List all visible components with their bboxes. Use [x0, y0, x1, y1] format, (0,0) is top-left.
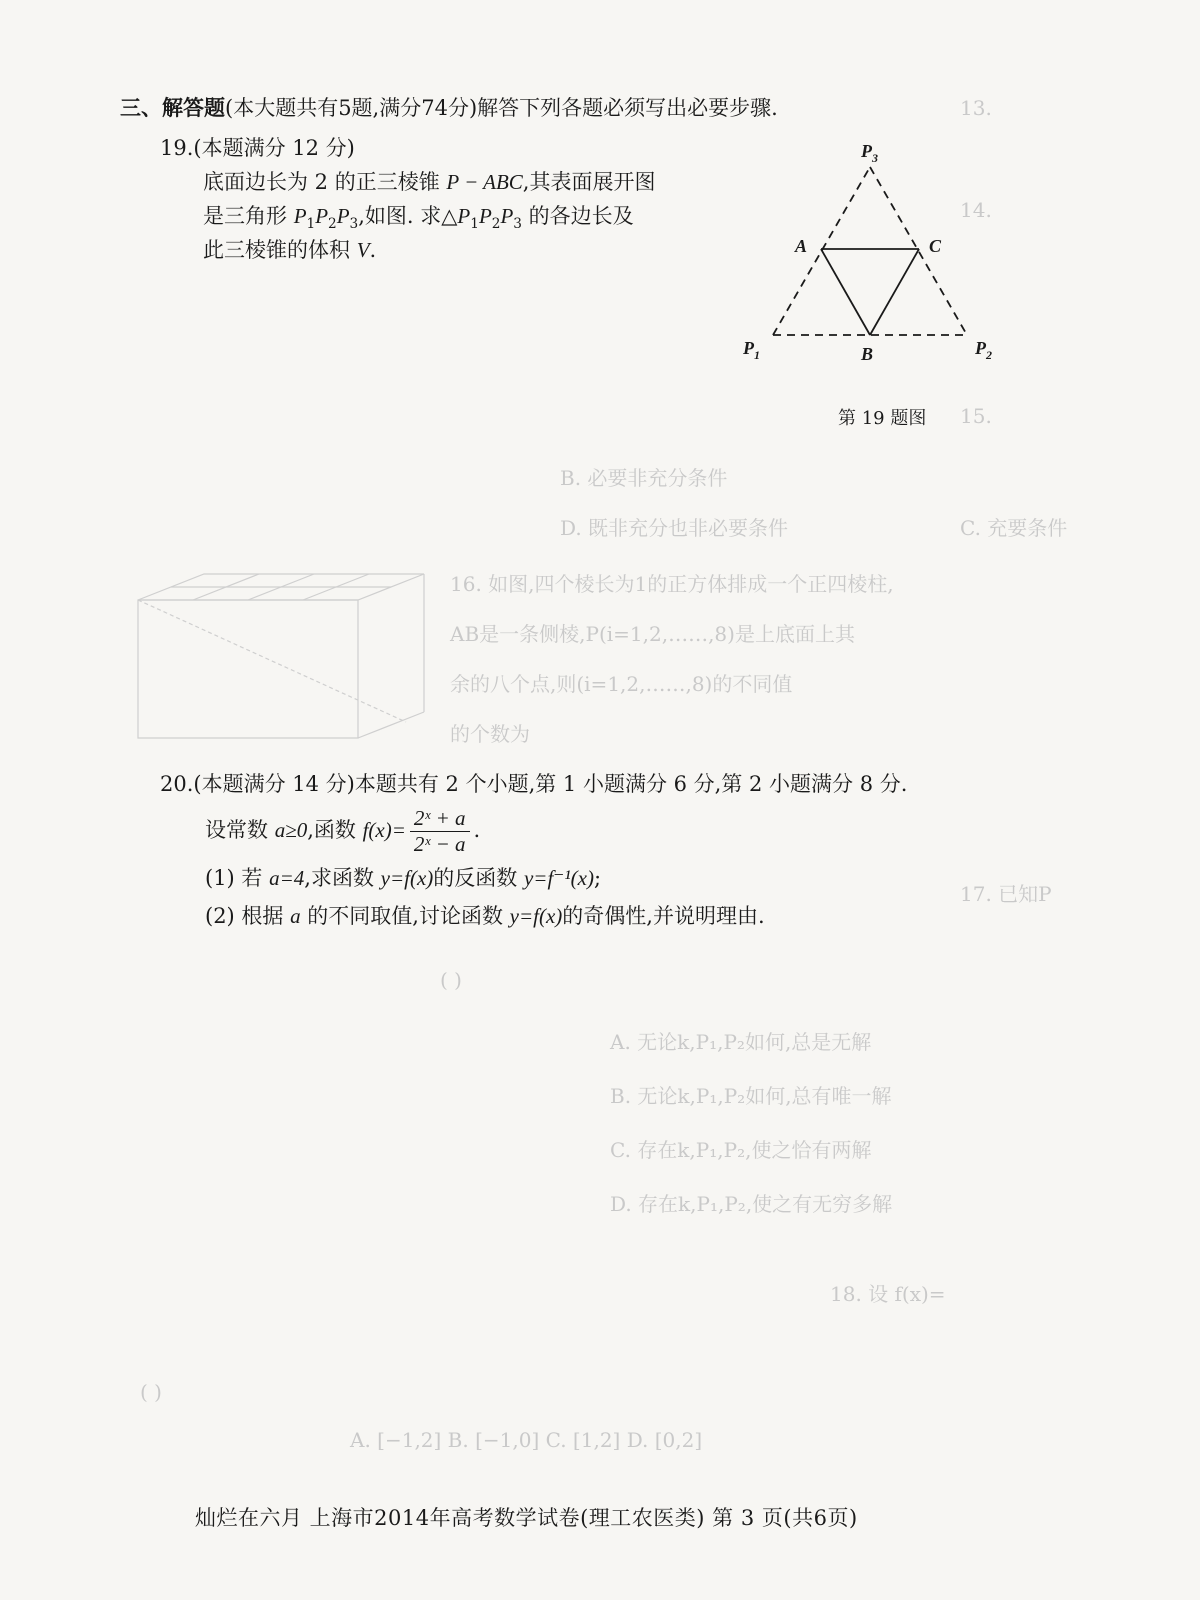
bleed-q16-line4: 的个数为	[450, 722, 530, 746]
q20-part1-condition: a=4	[269, 866, 305, 890]
q20-header	[160, 768, 907, 798]
q19-number: 19.	[160, 136, 194, 160]
figure-edge-c-b	[870, 249, 919, 335]
q19-line2-mid: ,如图. 求△	[358, 204, 458, 228]
q20-fraction	[410, 806, 470, 857]
bleed-q18-options: A. [−1,2] B. [−1,0] C. [1,2] D. [0,2]	[350, 1428, 703, 1452]
q19-p1: P	[293, 204, 307, 228]
q19-line2-post: 的各边长及	[521, 204, 634, 228]
q19-p1-sub: 1	[306, 216, 316, 233]
q19-header	[160, 132, 355, 162]
bleed-q13-number: 13.	[960, 96, 992, 120]
bleed-q17-option-d: D. 存在k,P₁,P₂,使之有无穷多解	[610, 1192, 893, 1216]
bleed-q15-option-d: D. 既非充分也非必要条件	[560, 516, 789, 540]
bleed-q18-number: 18. 设 f(x)=	[830, 1282, 946, 1306]
section-heading	[120, 92, 778, 122]
q20-fraction-denominator: 2ˣ − a	[413, 832, 466, 856]
q20-line1-mid: ,函数	[307, 818, 363, 842]
q20-part1-pre: (1) 若	[205, 866, 270, 890]
q20-line1-post: .	[473, 818, 481, 842]
q19-tri-p3: P	[500, 204, 514, 228]
q20-function-name: f(x)=	[362, 818, 406, 842]
q20-part1-mid2: 的反函数	[433, 866, 524, 890]
section-note: (本大题共有5题,满分74分)解答下列各题必须写出必要步骤.	[225, 96, 778, 120]
label-a: A	[795, 236, 808, 256]
bleed-q14-number: 14.	[960, 198, 992, 222]
q19-line3-pre: 此三棱锥的体积	[203, 238, 357, 262]
q20-part2-function: y=f(x)	[509, 904, 563, 928]
q19-tri-p2: P	[478, 204, 492, 228]
q20-part2	[205, 900, 765, 930]
q20-line1	[205, 806, 480, 857]
figure-edge-a-b	[821, 249, 870, 335]
bleed-q17-option-b: B. 无论k,P₁,P₂如何,总有唯一解	[610, 1084, 892, 1108]
q19-p2-sub: 2	[328, 216, 337, 233]
q20-header-text: (本题满分 14 分)本题共有 2 个小题,第 1 小题满分 6 分,第 2 小题满分 8 分.	[193, 772, 908, 796]
bleed-q15-option-c: C. 充要条件	[960, 516, 1068, 540]
label-c: C	[929, 236, 942, 256]
q19-p2: P	[315, 204, 329, 228]
label-b: B	[861, 344, 874, 364]
q20-part2-var: a	[290, 904, 301, 928]
bleed-q16-line3: 余的八个点,则(i=1,2,……,8)的不同值	[450, 672, 793, 696]
q19-tri-p1-sub: 1	[470, 216, 479, 233]
label-p3: $P_3$	[861, 141, 878, 165]
label-p1: $P_1$	[743, 338, 760, 362]
q20-fraction-numerator: 2ˣ + a	[410, 806, 470, 832]
q19-line3	[203, 234, 376, 264]
q20-part1	[205, 862, 601, 892]
bleed-q16-line2: AB是一条侧棱,P(i=1,2,……,8)是上底面上其	[450, 622, 855, 646]
q19-line1-pre: 底面边长为 2 的正三棱锥	[203, 170, 447, 194]
q20-part1-post: ;	[593, 866, 602, 890]
label-p2: $P_2$	[975, 338, 992, 362]
q20-part2-pre: (2) 根据	[205, 904, 291, 928]
q19-figure	[735, 135, 1010, 380]
bleed-q17-paren: ( )	[440, 968, 462, 992]
q20-part1-mid: ,求函数	[304, 866, 381, 890]
bleed-q18-paren: ( )	[140, 1380, 162, 1404]
q20-part2-mid: 的不同取值,讨论函数	[300, 904, 510, 928]
q19-figure-caption: 第 19 题图	[838, 408, 927, 429]
q19-tri-p2-sub: 2	[491, 216, 501, 233]
bleed-q16-line1: 16. 如图,四个棱长为1的正方体排成一个正四棱柱,	[450, 572, 894, 596]
q20-part1-inverse: y=f⁻¹(x)	[523, 866, 594, 890]
q19-line1-post: ,其表面展开图	[522, 170, 656, 194]
bleed-q15-option-b: B. 必要非充分条件	[560, 466, 728, 490]
q19-volume-var: V	[356, 238, 370, 262]
q20-condition: a≥0	[274, 818, 308, 842]
bleed-q17-option-a: A. 无论k,P₁,P₂如何,总是无解	[610, 1030, 872, 1054]
q20-number: 20.	[160, 772, 194, 796]
q19-line1	[203, 166, 655, 196]
bleed-q15-number: 15.	[960, 404, 992, 428]
q19-p3: P	[336, 204, 350, 228]
q19-pyramid-name: P − ABC	[446, 170, 523, 194]
q19-line2-pre: 是三角形	[203, 204, 294, 228]
q20-line1-pre: 设常数	[205, 818, 275, 842]
q19-points: (本题满分 12 分)	[193, 136, 355, 160]
q19-line2	[203, 200, 634, 232]
section-title: 三、解答题	[120, 95, 225, 120]
q19-tri-p1: P	[457, 204, 471, 228]
q20-part1-function: y=f(x)	[380, 866, 434, 890]
bleed-q17-number: 17. 已知P	[960, 882, 1052, 906]
q19-p3-sub: 3	[349, 216, 359, 233]
bleed-prism-figure	[136, 572, 426, 740]
q19-line3-post: .	[369, 238, 377, 262]
q20-part2-post: 的奇偶性,并说明理由.	[562, 904, 765, 928]
page-footer: 灿烂在六月 上海市2014年高考数学试卷(理工农医类) 第 3 页(共6页)	[195, 1506, 858, 1530]
q19-tri-p3-sub: 3	[513, 216, 522, 233]
bleed-q17-option-c: C. 存在k,P₁,P₂,使之恰有两解	[610, 1138, 872, 1162]
